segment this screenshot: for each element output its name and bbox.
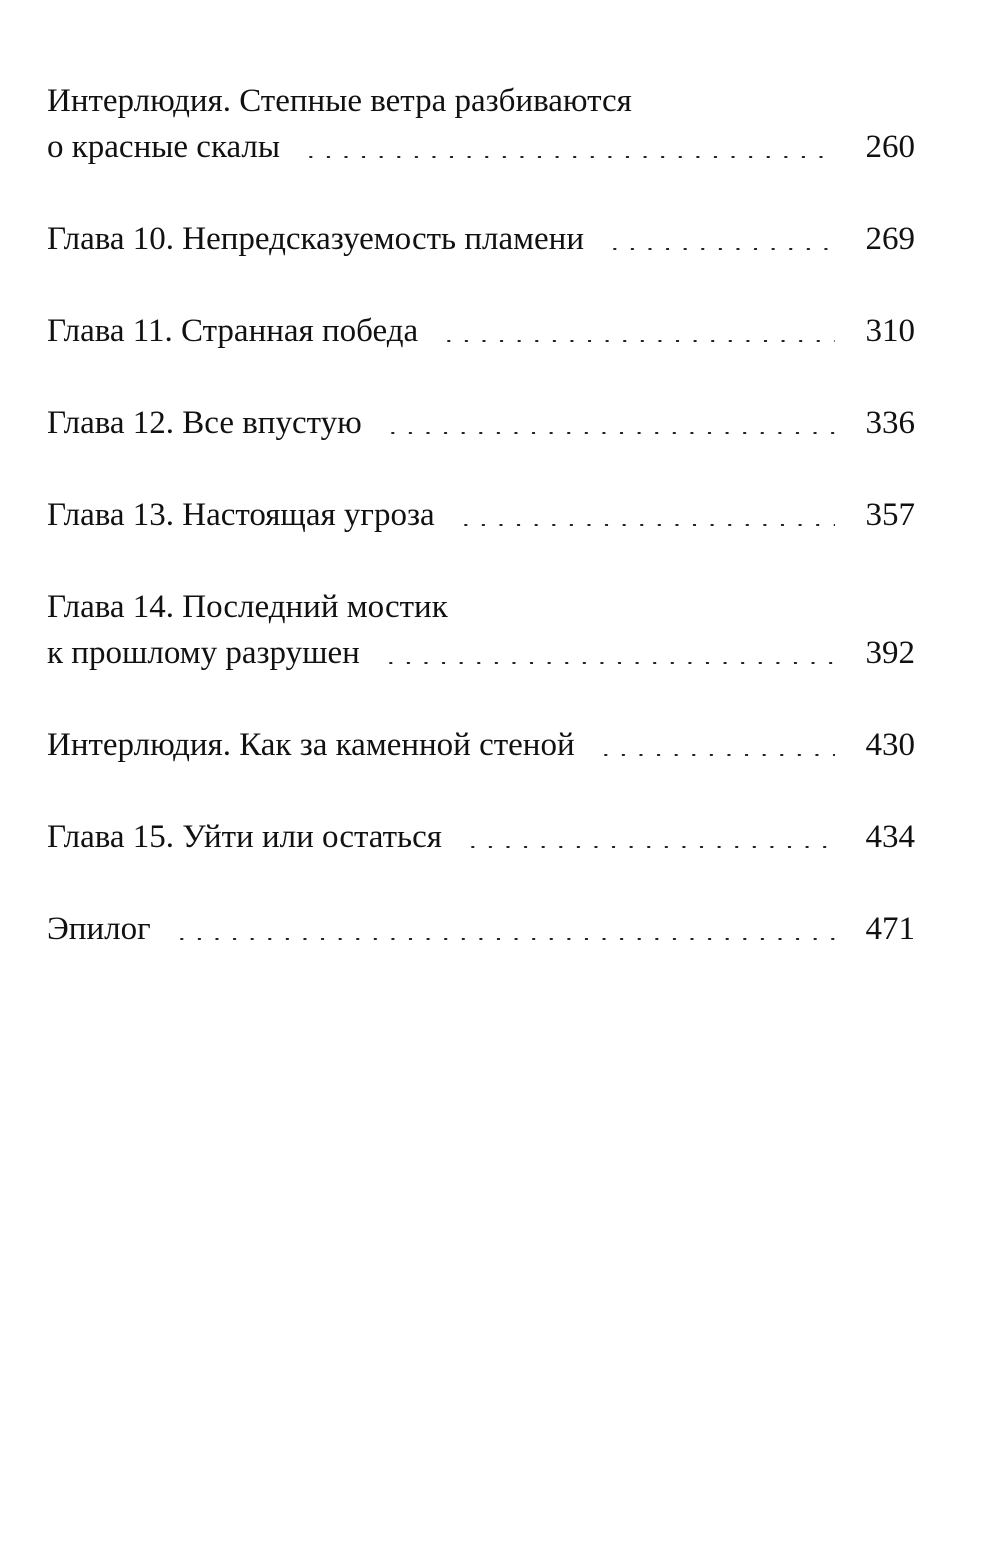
- toc-entry-page: 357: [865, 497, 915, 533]
- toc-entry[interactable]: [47, 400, 915, 446]
- toc-entry-title: Эпилог: [47, 911, 151, 947]
- toc-entry-page: 471: [865, 911, 915, 947]
- toc-entry-row: [47, 124, 915, 170]
- toc-entry-title-line: Интерлюдия. Степные ветра разбиваются: [47, 83, 632, 119]
- toc-entry-page: 336: [865, 405, 915, 441]
- toc-entry-title: Глава 11. Странная победа: [47, 313, 419, 349]
- toc-entry-row: [47, 400, 915, 446]
- toc-entry[interactable]: [47, 906, 915, 952]
- toc-entry[interactable]: [47, 722, 915, 768]
- toc-entry-title: о красные скалы: [47, 129, 281, 165]
- dot-leader: [173, 938, 835, 940]
- dot-leader: [457, 524, 835, 526]
- dot-leader: [597, 754, 835, 756]
- toc-entry-page: 310: [865, 313, 915, 349]
- toc-entry-page: 392: [865, 635, 915, 671]
- toc-entry-title: Глава 10. Непредсказуемость пламени: [47, 221, 584, 257]
- toc-entry-page: 434: [865, 819, 915, 855]
- toc-entry-title: Интерлюдия. Как за каменной стеной: [47, 727, 575, 763]
- toc-entry[interactable]: [47, 584, 915, 676]
- toc-entry-row: [47, 814, 915, 860]
- toc-entry-row: [47, 492, 915, 538]
- dot-leader: [606, 248, 835, 250]
- toc-entry-page: 269: [865, 221, 915, 257]
- dot-leader: [464, 846, 835, 848]
- toc-entry-row: [47, 216, 915, 262]
- toc-entry[interactable]: [47, 78, 915, 170]
- toc-entry-title-line: Глава 14. Последний мостик: [47, 589, 448, 625]
- toc-entry-title: Глава 12. Все впустую: [47, 405, 362, 441]
- toc-entry-row: [47, 722, 915, 768]
- dot-leader: [382, 662, 835, 664]
- table-of-contents: [47, 78, 915, 952]
- toc-entry-title: к прошлому разрушен: [47, 635, 360, 671]
- toc-entry-row: [47, 308, 915, 354]
- toc-entry-title: Глава 15. Уйти или остаться: [47, 819, 442, 855]
- dot-leader: [384, 432, 835, 434]
- toc-entry-row: [47, 630, 915, 676]
- toc-entry-page: 260: [865, 129, 915, 165]
- toc-entry-row: [47, 906, 915, 952]
- toc-entry-title: Глава 13. Настоящая угроза: [47, 497, 435, 533]
- toc-entry-page: 430: [865, 727, 915, 763]
- toc-entry[interactable]: [47, 216, 915, 262]
- toc-entry[interactable]: [47, 492, 915, 538]
- dot-leader: [440, 340, 835, 342]
- toc-entry[interactable]: [47, 308, 915, 354]
- toc-entry[interactable]: [47, 814, 915, 860]
- dot-leader: [302, 156, 835, 158]
